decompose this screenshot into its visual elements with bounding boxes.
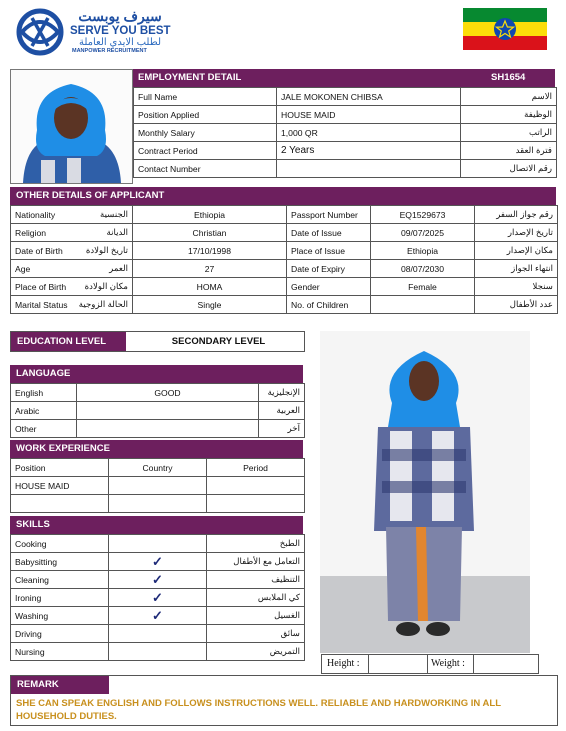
- check-icon: ✓: [109, 607, 207, 625]
- column-header-position: Position: [11, 459, 109, 477]
- date-of-issue-value: 09/07/2025: [371, 224, 475, 242]
- passport-number-value: EQ1529673: [371, 206, 475, 224]
- table-row: [11, 607, 305, 625]
- nationality-value: Ethiopia: [133, 206, 287, 224]
- label: Arabic: [11, 402, 77, 420]
- label: Ironing: [11, 589, 109, 607]
- height-value: [368, 655, 428, 673]
- full-name-value: JALE MOKONEN CHIBSA: [277, 88, 461, 106]
- arabic-label: العمر: [73, 260, 133, 278]
- column-header-country: Country: [109, 459, 207, 477]
- label: Position Applied: [134, 106, 277, 124]
- table-header-row: [11, 459, 305, 477]
- check-icon: [109, 535, 207, 553]
- table-row: [134, 124, 557, 142]
- brand-tagline: MANPOWER RECRUITMENT: [72, 48, 147, 54]
- other-details-header: [10, 187, 556, 205]
- other-details-title: OTHER DETAILS OF APPLICANT: [16, 190, 165, 201]
- arabic-label: الوظيفة: [461, 106, 557, 124]
- arabic-label: الاسم: [461, 88, 557, 106]
- arabic-label: الغسيل: [207, 607, 305, 625]
- label: No. of Children: [287, 296, 371, 314]
- table-row: [11, 589, 305, 607]
- label: Nursing: [11, 643, 109, 661]
- label: Washing: [11, 607, 109, 625]
- check-icon: ✓: [109, 589, 207, 607]
- label: Babysitting: [11, 553, 109, 571]
- check-icon: [109, 625, 207, 643]
- label: Date of Expiry: [287, 260, 371, 278]
- label: Gender: [287, 278, 371, 296]
- check-icon: [109, 643, 207, 661]
- position-value: [11, 495, 109, 513]
- arabic-label: انتهاء الجواز: [475, 260, 558, 278]
- table-row: [11, 384, 305, 402]
- gender-value: Female: [371, 278, 475, 296]
- company-logo: [12, 8, 172, 56]
- arabic-label: فترة العقد: [461, 142, 557, 160]
- table-row: [11, 260, 558, 278]
- work-experience-title: WORK EXPERIENCE: [16, 443, 110, 454]
- salary-value: 1,000 QR: [277, 124, 461, 142]
- arabic-label: التنظيف: [207, 571, 305, 589]
- table-row: [11, 625, 305, 643]
- skills-header: [10, 516, 303, 534]
- table-row: [11, 495, 305, 513]
- table-row: [11, 643, 305, 661]
- country-value: [109, 495, 207, 513]
- period-value: [207, 495, 305, 513]
- date-of-expiry-value: 08/07/2030: [371, 260, 475, 278]
- arabic-label: التمريض: [207, 643, 305, 661]
- arabic-label: تاريخ الإصدار: [475, 224, 558, 242]
- other-language-value: [77, 420, 259, 438]
- table-row: [11, 296, 558, 314]
- weight-label: Weight :: [431, 658, 465, 669]
- place-of-birth-value: HOMA: [133, 278, 287, 296]
- label: Other: [11, 420, 77, 438]
- english-level-value: GOOD: [77, 384, 259, 402]
- skills-table: [10, 534, 305, 661]
- contact-number-value: [277, 160, 461, 178]
- date-of-birth-value: 17/10/1998: [133, 242, 287, 260]
- work-experience-table: [10, 458, 305, 513]
- period-value: [207, 477, 305, 495]
- arabic-label: الطبخ: [207, 535, 305, 553]
- brand-name: SERVE YOU BEST: [70, 25, 171, 37]
- marital-status-value: Single: [133, 296, 287, 314]
- label: Date of Issue: [287, 224, 371, 242]
- arabic-label: العربية: [259, 402, 305, 420]
- reference-number: SH1654: [491, 72, 526, 83]
- table-row: [11, 278, 558, 296]
- label: Contact Number: [134, 160, 277, 178]
- language-header: [10, 365, 303, 383]
- employment-detail-header: [133, 69, 555, 87]
- arabic-label: مكان الإصدار: [475, 242, 558, 260]
- table-row: [11, 242, 558, 260]
- skills-title: SKILLS: [16, 519, 50, 530]
- label: Full Name: [134, 88, 277, 106]
- country-value: [109, 477, 207, 495]
- label: Driving: [11, 625, 109, 643]
- table-row: [134, 106, 557, 124]
- check-icon: ✓: [109, 553, 207, 571]
- employment-detail-table: [133, 87, 557, 178]
- table-row: [11, 206, 558, 224]
- brand-arabic-tagline: لطلب الايدي العاملة: [78, 37, 161, 48]
- label: Place of Issue: [287, 242, 371, 260]
- table-row: [134, 142, 557, 160]
- arabic-label: الديانة: [73, 224, 133, 242]
- label: Place of Birth: [11, 278, 73, 296]
- table-row: [11, 571, 305, 589]
- remark-text: SHE CAN SPEAK ENGLISH AND FOLLOWS INSTRUCTIONS WELL. RELIABLE AND HARDWORKING IN ALL HOUSEHOLD DUTIES.: [16, 698, 501, 722]
- table-row: [11, 553, 305, 571]
- children-value: [371, 296, 475, 314]
- education-level-label: EDUCATION LEVEL: [11, 332, 126, 351]
- education-level-value: SECONDARY LEVEL: [171, 336, 266, 347]
- arabic-label: الراتب: [461, 124, 557, 142]
- position-value: HOUSE MAID: [277, 106, 461, 124]
- label: Religion: [11, 224, 73, 242]
- arabic-label: رقم الاتصال: [461, 160, 557, 178]
- arabic-label: كي الملابس: [207, 589, 305, 607]
- label: Cleaning: [11, 571, 109, 589]
- arabic-level-value: [77, 402, 259, 420]
- label: Cooking: [11, 535, 109, 553]
- arabic-label: سنجلا: [475, 278, 558, 296]
- table-row: [11, 402, 305, 420]
- label: Date of Birth: [11, 242, 73, 260]
- remark-header: REMARK: [11, 676, 109, 694]
- employment-detail-title: EMPLOYMENT DETAIL: [138, 72, 242, 83]
- position-value: HOUSE MAID: [11, 477, 109, 495]
- arabic-label: الحالة الزوجية: [73, 296, 133, 314]
- label: Contract Period: [134, 142, 277, 160]
- language-title: LANGUAGE: [16, 368, 71, 379]
- height-weight-bar: [321, 654, 539, 674]
- table-row: [11, 477, 305, 495]
- arabic-label: سائق: [207, 625, 305, 643]
- table-row: [134, 88, 557, 106]
- table-row: [11, 420, 305, 438]
- arabic-label: الإنجليزية: [259, 384, 305, 402]
- religion-value: Christian: [133, 224, 287, 242]
- arabic-label: آخر: [259, 420, 305, 438]
- arabic-label: رقم جواز السفر: [475, 206, 558, 224]
- language-table: [10, 383, 305, 438]
- work-experience-header: [10, 440, 303, 458]
- remark-section: [10, 675, 558, 726]
- label: English: [11, 384, 77, 402]
- height-label: Height :: [327, 658, 360, 669]
- brand-arabic-name: سيرف يوبست: [78, 8, 162, 24]
- label: Age: [11, 260, 73, 278]
- weight-value: [473, 655, 539, 673]
- label: Marital Status: [11, 296, 73, 314]
- education-level: [10, 331, 305, 352]
- contract-period-value: 2 Years: [277, 142, 461, 160]
- check-icon: ✓: [109, 571, 207, 589]
- label: Passport Number: [287, 206, 371, 224]
- table-row: [11, 535, 305, 553]
- logo-knot-icon: [12, 8, 68, 56]
- table-row: [11, 224, 558, 242]
- table-row: [134, 160, 557, 178]
- column-header-period: Period: [207, 459, 305, 477]
- arabic-label: مكان الولادة: [73, 278, 133, 296]
- arabic-label: تاريخ الولادة: [73, 242, 133, 260]
- arabic-label: الجنسية: [73, 206, 133, 224]
- age-value: 27: [133, 260, 287, 278]
- label: Nationality: [11, 206, 73, 224]
- place-of-issue-value: Ethiopia: [371, 242, 475, 260]
- applicant-portrait-photo: [10, 69, 133, 184]
- ethiopia-flag-icon: [463, 8, 547, 50]
- arabic-label: عدد الأطفال: [475, 296, 558, 314]
- applicant-full-body-photo: [320, 331, 530, 653]
- arabic-label: التعامل مع الأطفال: [207, 553, 305, 571]
- other-details-table: [10, 205, 558, 314]
- label: Monthly Salary: [134, 124, 277, 142]
